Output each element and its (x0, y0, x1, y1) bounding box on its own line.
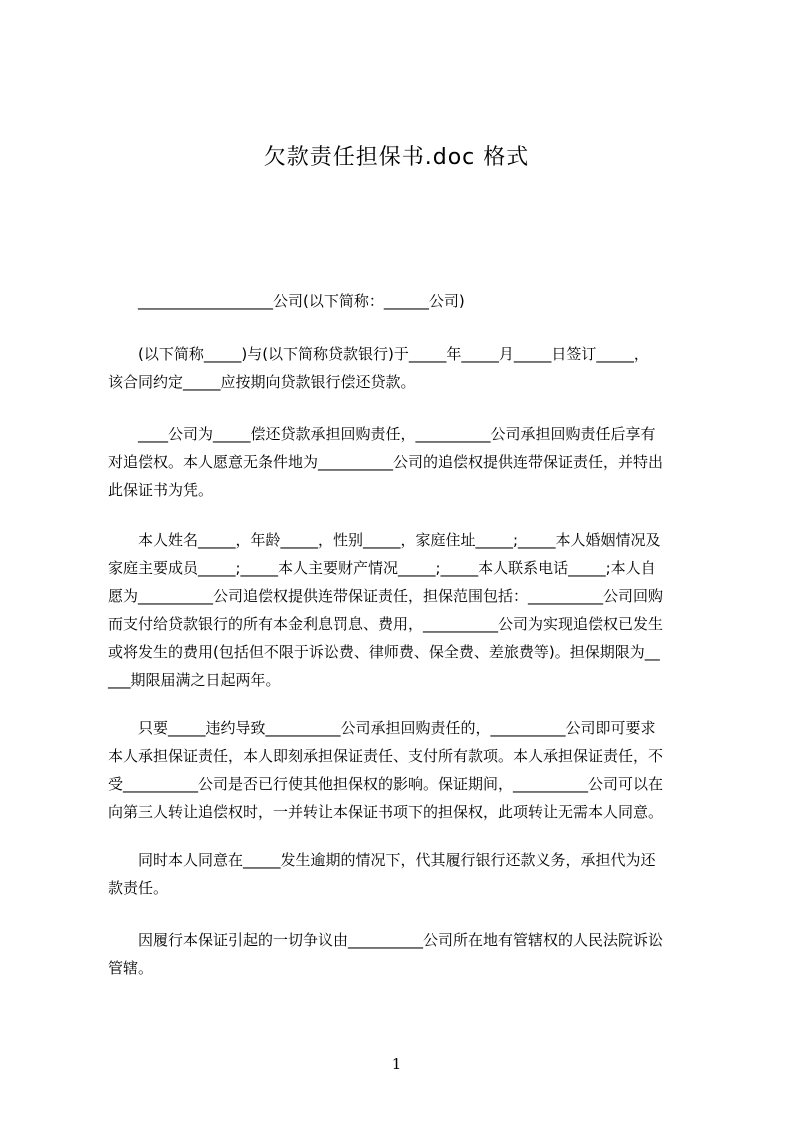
text-line: ___期限届满之日起两年。 (108, 671, 281, 689)
paragraph-overdue (108, 846, 696, 902)
text-line: 或将发生的费用(包括但不限于诉讼费、律师费、保全费、差旅费等)。担保期限为__ (108, 643, 660, 661)
paragraph-liability (108, 714, 696, 826)
paragraph-company (108, 287, 696, 315)
text-line: ____公司为_____偿还贷款承担回购责任，__________公司承担回购责任后享有 (138, 425, 656, 443)
text-line: 向第三人转让追偿权时，一并转让本保证书项下的担保权，此项转让无需本人同意。 (108, 803, 664, 821)
text-line: 家庭主要成员_____;_____本人主要财产情况_____;_____本人联系电话_____;本人自 (108, 559, 656, 577)
document-title: 欠款责任担保书.doc 格式 (263, 145, 530, 170)
page-number: 1 (391, 1055, 402, 1073)
text-line: 款责任。 (108, 879, 169, 897)
paragraph-contract (108, 340, 696, 396)
paragraph-guarantor-info (108, 526, 696, 694)
text-line: 对追偿权。本人愿意无条件地为__________公司的追偿权提供连带保证责任，并特出 (108, 453, 664, 471)
text-line: 该合同约定_____应按期向贷款银行偿还贷款。 (108, 373, 416, 391)
text-line: 管辖。 (108, 959, 154, 977)
text-line: 此保证书为凭。 (108, 481, 214, 499)
text-line: 因履行本保证引起的一切争议由__________公司所在地有管辖权的人民法院诉讼 (138, 931, 664, 949)
paragraph-repurchase (108, 420, 696, 504)
paragraph-dispute (108, 926, 696, 982)
text-line: 只要_____违约导致__________公司承担回购责任的，__________公司即可要求 (138, 719, 656, 737)
text-line: __________________公司(以下简称：______公司) (138, 292, 465, 310)
text-line: 同时本人同意在_____发生逾期的情况下，代其履行银行还款义务，承担代为还 (138, 851, 656, 869)
text-line: 受__________公司是否已行使其他担保权的影响。保证期间，__________公司可以在 (108, 775, 664, 793)
text-line: 本人姓名_____，年龄_____，性别_____，家庭住址_____;_____本人婚姻情况及 (138, 531, 661, 549)
text-line: 而支付给贷款银行的所有本金利息罚息、费用，__________公司为实现追偿权已发生 (108, 615, 664, 633)
text-line: (以下简称_____)与(以下简称贷款银行)于_____年_____月_____日签订_____， (138, 345, 649, 363)
text-line: 本人承担保证责任，本人即刻承担保证责任、支付所有款项。本人承担保证责任，不 (108, 747, 664, 765)
text-line: 愿为__________公司追偿权提供连带保证责任，担保范围包括：__________公司回购 (108, 587, 664, 605)
